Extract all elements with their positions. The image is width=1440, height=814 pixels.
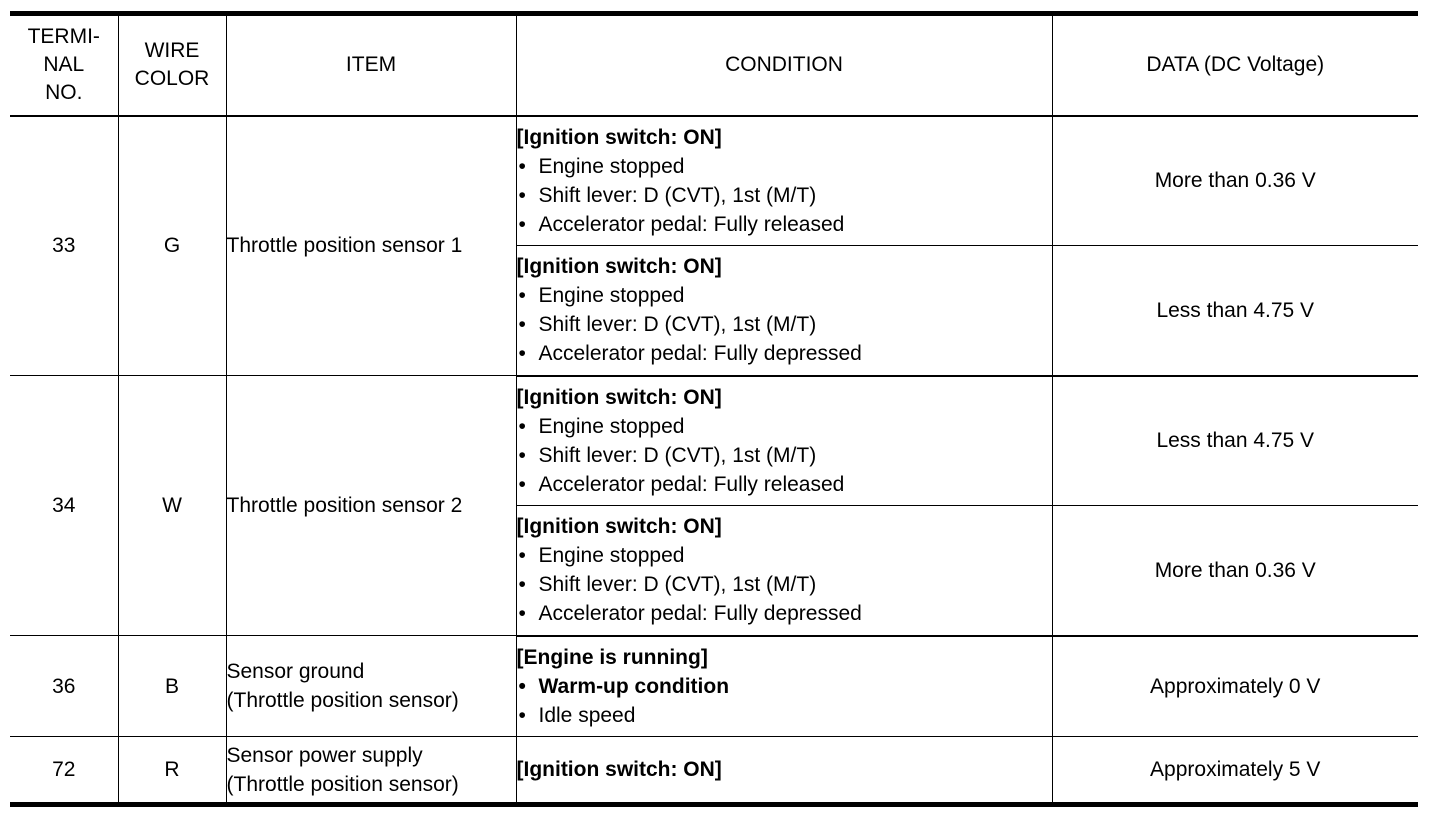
item-cell	[226, 636, 516, 737]
wire-color-cell: B	[118, 636, 226, 737]
data-cell: Approximately 5 V	[1052, 737, 1418, 805]
data-cell: More than 0.36 V	[1052, 116, 1418, 246]
data-cell: Approximately 0 V	[1052, 636, 1418, 737]
condition-heading: [Ignition switch: ON]	[516, 515, 722, 539]
item-line: (Throttle position sensor)	[226, 689, 459, 712]
condition-cell	[516, 737, 1052, 805]
condition-cell	[516, 246, 1052, 376]
table-row	[10, 376, 1418, 506]
condition-list	[517, 672, 1052, 730]
item-cell: Throttle position sensor 2	[226, 376, 516, 636]
header-wire-color: WIRE COLOR	[118, 14, 226, 116]
table-row	[10, 737, 1418, 805]
item-line: Sensor power supply	[226, 743, 423, 767]
condition-heading: [Ignition switch: ON]	[516, 255, 722, 279]
condition-cell	[516, 506, 1052, 636]
condition-bullet: • Engine stopped	[517, 541, 1052, 570]
condition-bullet: • Shift lever: D (CVT), 1st (M/T)	[517, 441, 1052, 470]
condition-bullet: • Engine stopped	[517, 281, 1052, 310]
condition-bullet: • Accelerator pedal: Fully depressed	[517, 339, 1052, 368]
condition-bullet: • Idle speed	[517, 701, 1052, 730]
condition-cell	[516, 116, 1052, 246]
condition-list	[517, 412, 1052, 499]
item-line: Sensor ground	[226, 660, 365, 683]
condition-list	[517, 281, 1052, 368]
header-item: ITEM	[226, 14, 516, 116]
condition-bullet: • Warm-up condition	[517, 672, 1052, 701]
table-row	[10, 116, 1418, 246]
table-row	[10, 636, 1418, 737]
terminal-no-cell: 33	[10, 116, 118, 376]
condition-bullet: • Shift lever: D (CVT), 1st (M/T)	[517, 570, 1052, 599]
terminal-data-table	[10, 11, 1418, 807]
item-line: (Throttle position sensor)	[226, 772, 459, 796]
header-row	[10, 14, 1418, 116]
condition-bullet: • Accelerator pedal: Fully released	[517, 470, 1052, 499]
header-terminal-no: TERMI- NAL NO.	[10, 14, 118, 116]
condition-bullet: • Engine stopped	[517, 412, 1052, 441]
condition-bullet: • Accelerator pedal: Fully released	[517, 210, 1052, 239]
terminal-no-cell: 34	[10, 376, 118, 636]
condition-heading: [Engine is running]	[516, 645, 708, 669]
condition-bullet: • Shift lever: D (CVT), 1st (M/T)	[517, 310, 1052, 339]
condition-cell	[516, 636, 1052, 737]
header-data: DATA (DC Voltage)	[1052, 14, 1418, 116]
condition-bullet: • Accelerator pedal: Fully depressed	[517, 599, 1052, 628]
condition-heading: [Ignition switch: ON]	[516, 758, 722, 781]
data-cell: Less than 4.75 V	[1052, 246, 1418, 376]
wire-color-cell: G	[118, 116, 226, 376]
terminal-no-cell: 36	[10, 636, 118, 737]
condition-heading: [Ignition switch: ON]	[516, 125, 722, 149]
terminal-no-cell: 72	[10, 737, 118, 805]
condition-bullet: • Shift lever: D (CVT), 1st (M/T)	[517, 181, 1052, 210]
data-cell: More than 0.36 V	[1052, 506, 1418, 636]
condition-bullet: • Engine stopped	[517, 152, 1052, 181]
item-cell	[226, 737, 516, 805]
wire-color-cell: R	[118, 737, 226, 805]
condition-list	[517, 541, 1052, 628]
condition-cell	[516, 376, 1052, 506]
header-condition: CONDITION	[516, 14, 1052, 116]
condition-heading: [Ignition switch: ON]	[516, 385, 722, 409]
item-cell: Throttle position sensor 1	[226, 116, 516, 376]
data-cell: Less than 4.75 V	[1052, 376, 1418, 506]
condition-list	[517, 152, 1052, 239]
wire-color-cell: W	[118, 376, 226, 636]
